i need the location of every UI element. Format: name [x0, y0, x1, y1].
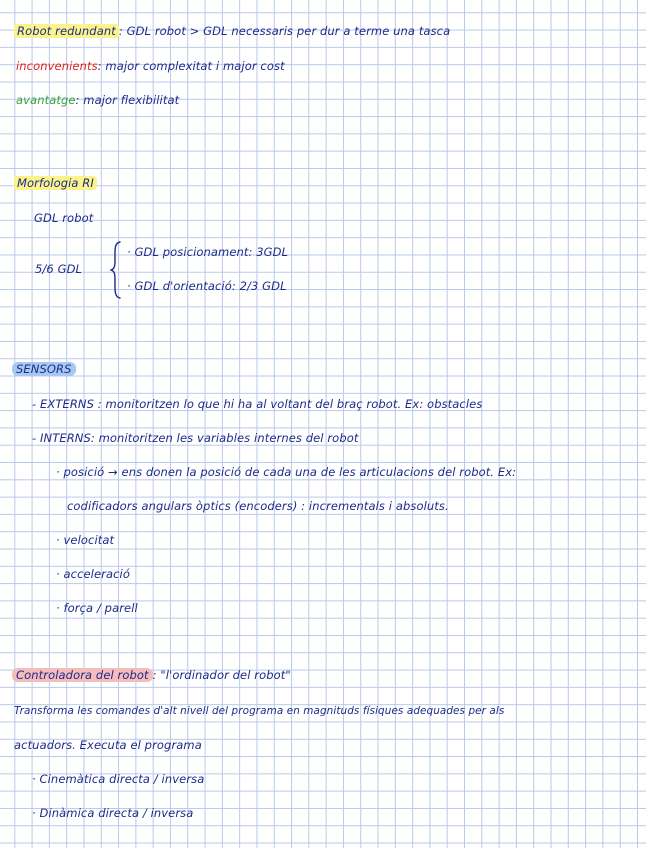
sensors-heading	[12, 362, 76, 376]
sensors-externs: - EXTERNS : monitoritzen lo que hi ha al voltant del braç robot. Ex: obstacles	[32, 397, 483, 411]
gdl-orientacio: · GDL d'orientació: 2/3 GDL	[127, 279, 287, 293]
gdl-robot-label: GDL robot	[34, 211, 94, 225]
controladora-title: Controladora del robot	[12, 668, 153, 682]
sensor-acceleracio: · acceleració	[56, 567, 130, 581]
controladora-cinematica: · Cinemàtica directa / inversa	[32, 772, 205, 786]
sensor-posicio-line-1: · posició → ens donen la posició de cada una de les articulacions del robot. Ex:	[56, 465, 517, 479]
morfologia-title: Morfologia RI	[14, 176, 97, 190]
controladora-subtitle: : "l'ordinador del robot"	[152, 668, 291, 682]
controladora-heading	[12, 668, 291, 682]
gdl-total-label: 5/6 GDL	[35, 262, 83, 276]
redundant-line	[14, 24, 450, 38]
redundant-definition: : GDL robot > GDL necessaris per dur a terme una tasca	[118, 24, 451, 38]
inconvenients-definition: : major complexitat i major cost	[97, 59, 285, 73]
sensor-forca: · força / parell	[56, 601, 138, 615]
avantatge-line	[16, 93, 179, 107]
inconvenients-line	[16, 59, 285, 73]
sensors-interns: - INTERNS: monitoritzen les variables internes del robot	[32, 431, 359, 445]
inconvenients-term: inconvenients	[16, 59, 98, 73]
gdl-posicionament: · GDL posicionament: 3GDL	[127, 245, 289, 259]
morfologia-heading	[14, 176, 97, 190]
avantatge-definition: : major flexibilitat	[75, 93, 180, 107]
redundant-term: Robot redundant	[14, 24, 119, 38]
controladora-description-1: Transforma les comandes d'alt nivell del programa en magnituds físiques adequades per als	[14, 705, 505, 717]
avantatge-term: avantatge	[16, 93, 76, 107]
controladora-description-2: actuadors. Executa el programa	[14, 738, 202, 752]
sensors-title: SENSORS	[12, 362, 76, 376]
controladora-dinamica: · Dinàmica directa / inversa	[32, 806, 194, 820]
sensor-posicio-line-2: codificadors angulars òptics (encoders) : incrementals i absoluts.	[67, 499, 449, 513]
sensor-velocitat: · velocitat	[56, 533, 115, 547]
curly-brace-icon	[110, 241, 122, 299]
